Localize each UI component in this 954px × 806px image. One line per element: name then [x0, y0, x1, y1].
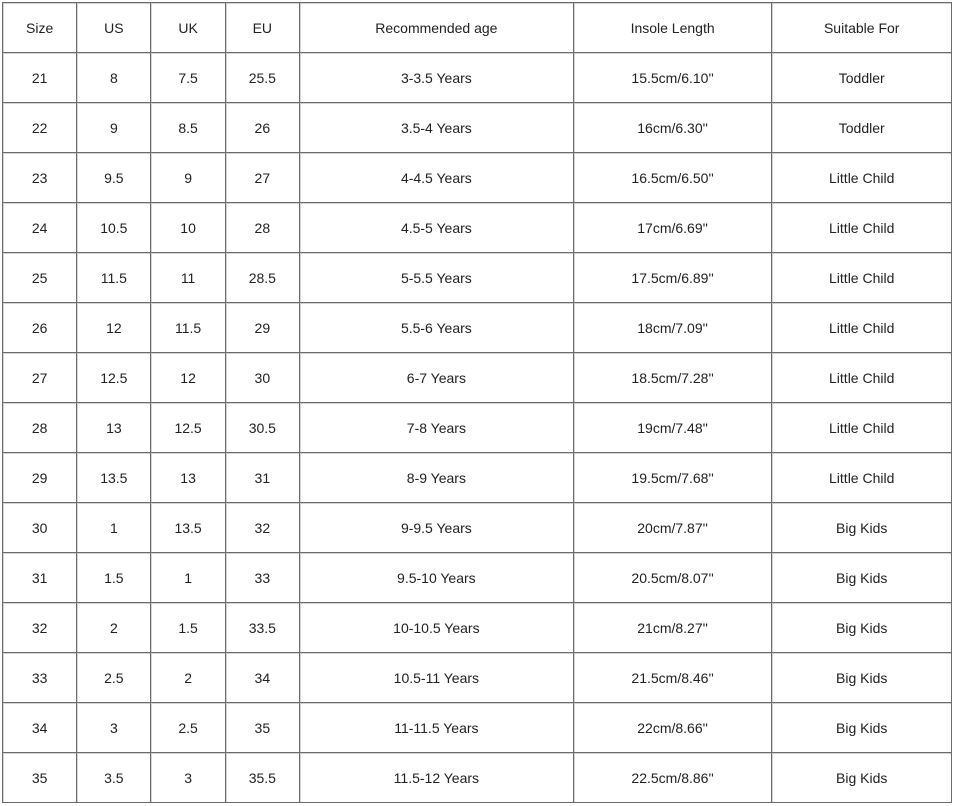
cell-recommended-age: 9.5-10 Years: [300, 553, 574, 603]
cell-size: 26: [3, 303, 77, 353]
cell-eu: 26: [226, 103, 300, 153]
cell-us: 13.5: [77, 453, 151, 503]
cell-recommended-age: 4-4.5 Years: [300, 153, 574, 203]
cell-uk: 12.5: [151, 403, 225, 453]
cell-size: 31: [3, 553, 77, 603]
cell-uk: 11: [151, 253, 225, 303]
cell-size: 23: [3, 153, 77, 203]
cell-insole-length: 19.5cm/7.68'': [574, 453, 773, 503]
cell-size: 27: [3, 353, 77, 403]
header-eu: EU: [226, 3, 300, 53]
cell-uk: 1.5: [151, 603, 225, 653]
cell-uk: 9: [151, 153, 225, 203]
cell-insole-length: 22.5cm/8.86'': [574, 753, 773, 803]
cell-us: 12: [77, 303, 151, 353]
cell-size: 21: [3, 53, 77, 103]
cell-suitable-for: Little Child: [772, 403, 952, 453]
cell-insole-length: 16cm/6.30'': [574, 103, 773, 153]
cell-suitable-for: Big Kids: [772, 753, 952, 803]
cell-recommended-age: 11.5-12 Years: [300, 753, 574, 803]
cell-size: 24: [3, 203, 77, 253]
cell-uk: 10: [151, 203, 225, 253]
cell-suitable-for: Little Child: [772, 203, 952, 253]
cell-size: 32: [3, 603, 77, 653]
table-row: [3, 203, 952, 253]
cell-eu: 25.5: [226, 53, 300, 103]
cell-us: 2.5: [77, 653, 151, 703]
table-row: [3, 703, 952, 753]
cell-eu: 28.5: [226, 253, 300, 303]
cell-recommended-age: 8-9 Years: [300, 453, 574, 503]
cell-uk: 12: [151, 353, 225, 403]
cell-uk: 13.5: [151, 503, 225, 553]
table-row: [3, 403, 952, 453]
table-row: [3, 53, 952, 103]
cell-eu: 35.5: [226, 753, 300, 803]
header-size: Size: [3, 3, 77, 53]
cell-recommended-age: 9-9.5 Years: [300, 503, 574, 553]
cell-uk: 1: [151, 553, 225, 603]
cell-insole-length: 18.5cm/7.28'': [574, 353, 773, 403]
cell-us: 1.5: [77, 553, 151, 603]
cell-size: 35: [3, 753, 77, 803]
cell-size: 25: [3, 253, 77, 303]
cell-size: 28: [3, 403, 77, 453]
cell-recommended-age: 4.5-5 Years: [300, 203, 574, 253]
header-suitable-for: Suitable For: [772, 3, 952, 53]
cell-uk: 2: [151, 653, 225, 703]
table-row: [3, 653, 952, 703]
cell-us: 12.5: [77, 353, 151, 403]
table-row: [3, 153, 952, 203]
cell-uk: 11.5: [151, 303, 225, 353]
cell-recommended-age: 10-10.5 Years: [300, 603, 574, 653]
cell-size: 30: [3, 503, 77, 553]
cell-eu: 27: [226, 153, 300, 203]
cell-insole-length: 15.5cm/6.10'': [574, 53, 773, 103]
cell-insole-length: 19cm/7.48'': [574, 403, 773, 453]
size-chart-table: [2, 2, 952, 803]
cell-suitable-for: Little Child: [772, 153, 952, 203]
table-row: [3, 603, 952, 653]
cell-eu: 30: [226, 353, 300, 403]
table-row: [3, 503, 952, 553]
cell-us: 8: [77, 53, 151, 103]
cell-suitable-for: Big Kids: [772, 653, 952, 703]
cell-us: 2: [77, 603, 151, 653]
header-insole-length: Insole Length: [574, 3, 773, 53]
cell-eu: 33: [226, 553, 300, 603]
cell-suitable-for: Toddler: [772, 53, 952, 103]
cell-size: 34: [3, 703, 77, 753]
cell-recommended-age: 10.5-11 Years: [300, 653, 574, 703]
cell-suitable-for: Little Child: [772, 253, 952, 303]
cell-eu: 35: [226, 703, 300, 753]
cell-recommended-age: 5-5.5 Years: [300, 253, 574, 303]
cell-suitable-for: Little Child: [772, 453, 952, 503]
cell-suitable-for: Big Kids: [772, 703, 952, 753]
cell-us: 3: [77, 703, 151, 753]
cell-us: 11.5: [77, 253, 151, 303]
table-row: [3, 303, 952, 353]
cell-uk: 13: [151, 453, 225, 503]
table-body: [3, 53, 952, 803]
cell-insole-length: 17cm/6.69'': [574, 203, 773, 253]
table-row: [3, 753, 952, 803]
cell-suitable-for: Big Kids: [772, 603, 952, 653]
cell-eu: 34: [226, 653, 300, 703]
cell-suitable-for: Toddler: [772, 103, 952, 153]
cell-size: 33: [3, 653, 77, 703]
cell-eu: 31: [226, 453, 300, 503]
cell-eu: 29: [226, 303, 300, 353]
header-uk: UK: [151, 3, 225, 53]
cell-suitable-for: Big Kids: [772, 503, 952, 553]
table-row: [3, 553, 952, 603]
cell-us: 10.5: [77, 203, 151, 253]
cell-us: 1: [77, 503, 151, 553]
cell-suitable-for: Little Child: [772, 303, 952, 353]
cell-us: 9.5: [77, 153, 151, 203]
cell-uk: 2.5: [151, 703, 225, 753]
cell-recommended-age: 3-3.5 Years: [300, 53, 574, 103]
cell-insole-length: 22cm/8.66'': [574, 703, 773, 753]
cell-suitable-for: Little Child: [772, 353, 952, 403]
table-header: [3, 3, 952, 53]
cell-recommended-age: 3.5-4 Years: [300, 103, 574, 153]
header-recommended-age: Recommended age: [300, 3, 574, 53]
cell-eu: 33.5: [226, 603, 300, 653]
cell-uk: 7.5: [151, 53, 225, 103]
cell-size: 29: [3, 453, 77, 503]
cell-insole-length: 17.5cm/6.89'': [574, 253, 773, 303]
cell-recommended-age: 6-7 Years: [300, 353, 574, 403]
cell-insole-length: 20.5cm/8.07'': [574, 553, 773, 603]
cell-uk: 8.5: [151, 103, 225, 153]
cell-eu: 28: [226, 203, 300, 253]
cell-recommended-age: 11-11.5 Years: [300, 703, 574, 753]
cell-us: 13: [77, 403, 151, 453]
cell-insole-length: 20cm/7.87'': [574, 503, 773, 553]
table-row: [3, 453, 952, 503]
cell-insole-length: 16.5cm/6.50'': [574, 153, 773, 203]
cell-eu: 32: [226, 503, 300, 553]
cell-recommended-age: 5.5-6 Years: [300, 303, 574, 353]
cell-uk: 3: [151, 753, 225, 803]
cell-suitable-for: Big Kids: [772, 553, 952, 603]
cell-us: 3.5: [77, 753, 151, 803]
cell-us: 9: [77, 103, 151, 153]
cell-insole-length: 21cm/8.27'': [574, 603, 773, 653]
cell-size: 22: [3, 103, 77, 153]
header-us: US: [77, 3, 151, 53]
header-row: [3, 3, 952, 53]
table-row: [3, 353, 952, 403]
table-row: [3, 103, 952, 153]
cell-eu: 30.5: [226, 403, 300, 453]
cell-insole-length: 18cm/7.09'': [574, 303, 773, 353]
cell-insole-length: 21.5cm/8.46'': [574, 653, 773, 703]
table-row: [3, 253, 952, 303]
cell-recommended-age: 7-8 Years: [300, 403, 574, 453]
